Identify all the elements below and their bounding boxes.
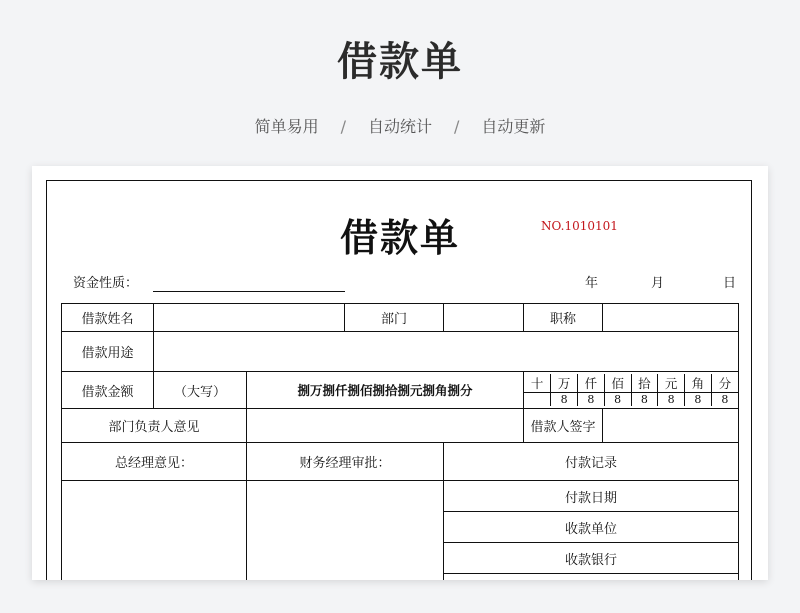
amount-digit-grid — [524, 372, 739, 409]
borrower-signature-label: 借款人签字 — [524, 409, 603, 443]
borrower-name-label: 借款姓名 — [62, 304, 154, 332]
hero-features — [0, 114, 800, 137]
digit-unit: 万 — [551, 374, 578, 393]
department-label: 部门 — [345, 304, 444, 332]
form-frame — [46, 180, 752, 580]
gm-opinion-field[interactable] — [62, 481, 247, 581]
purpose-field[interactable] — [154, 332, 739, 372]
hero-title: 借款单 — [337, 39, 463, 85]
digit-value[interactable]: 8 — [658, 393, 685, 407]
finance-approval-field[interactable] — [247, 481, 444, 581]
borrower-name-field[interactable] — [154, 304, 345, 332]
blank-row[interactable] — [444, 574, 739, 581]
digit-value[interactable]: 8 — [578, 393, 605, 407]
department-field[interactable] — [444, 304, 524, 332]
digit-value[interactable]: 8 — [604, 393, 631, 407]
feature-auto-stat: 自动统计 — [367, 117, 432, 136]
borrower-signature-field[interactable] — [603, 409, 739, 443]
feature-easy: 简单易用 — [254, 117, 319, 136]
fund-nature-field[interactable] — [153, 291, 345, 292]
dept-head-opinion-field[interactable] — [247, 409, 524, 443]
digit-table — [524, 374, 738, 406]
feature-separator: / — [454, 117, 460, 136]
digit-unit: 元 — [658, 374, 685, 393]
date-day-label: 日 — [723, 276, 737, 291]
amount-capital-label: （大写） — [154, 372, 247, 409]
gm-opinion-label: 总经理意见： — [62, 443, 247, 481]
payee-unit-row[interactable]: 收款单位 — [444, 512, 739, 543]
position-label: 职称 — [524, 304, 603, 332]
digit-unit: 拾 — [631, 374, 658, 393]
purpose-label: 借款用途 — [62, 332, 154, 372]
payee-bank-row[interactable]: 收款银行 — [444, 543, 739, 574]
feature-separator: / — [340, 117, 346, 136]
form-title: 借款单 — [339, 215, 460, 260]
loan-form-table — [61, 303, 739, 580]
digit-value[interactable]: 8 — [551, 393, 578, 407]
digit-value[interactable]: 8 — [631, 393, 658, 407]
payment-record-label: 付款记录 — [444, 443, 739, 481]
digit-unit: 角 — [685, 374, 712, 393]
form-number: NO.1010101 — [541, 219, 618, 233]
position-field[interactable] — [603, 304, 739, 332]
feature-auto-update: 自动更新 — [481, 117, 546, 136]
date-year-label: 年 — [585, 276, 599, 291]
fund-nature-label: 资金性质： — [73, 276, 139, 291]
payment-date-row[interactable]: 付款日期 — [444, 481, 739, 512]
finance-approval-label: 财务经理审批： — [247, 443, 444, 481]
dept-head-opinion-label: 部门负责人意见 — [62, 409, 247, 443]
date-month-label: 月 — [651, 276, 665, 291]
digit-value[interactable]: 8 — [721, 393, 729, 406]
form-paper — [32, 166, 768, 580]
digit-unit: 十 — [524, 374, 551, 393]
digit-value[interactable]: 8 — [685, 393, 712, 407]
digit-value[interactable] — [524, 393, 551, 407]
amount-label: 借款金额 — [62, 372, 154, 409]
digit-unit: 佰 — [604, 374, 631, 393]
amount-capital-text[interactable]: 捌万捌仟捌佰捌拾捌元捌角捌分 — [247, 372, 524, 409]
digit-unit: 分 — [711, 374, 738, 393]
digit-unit: 仟 — [578, 374, 605, 393]
